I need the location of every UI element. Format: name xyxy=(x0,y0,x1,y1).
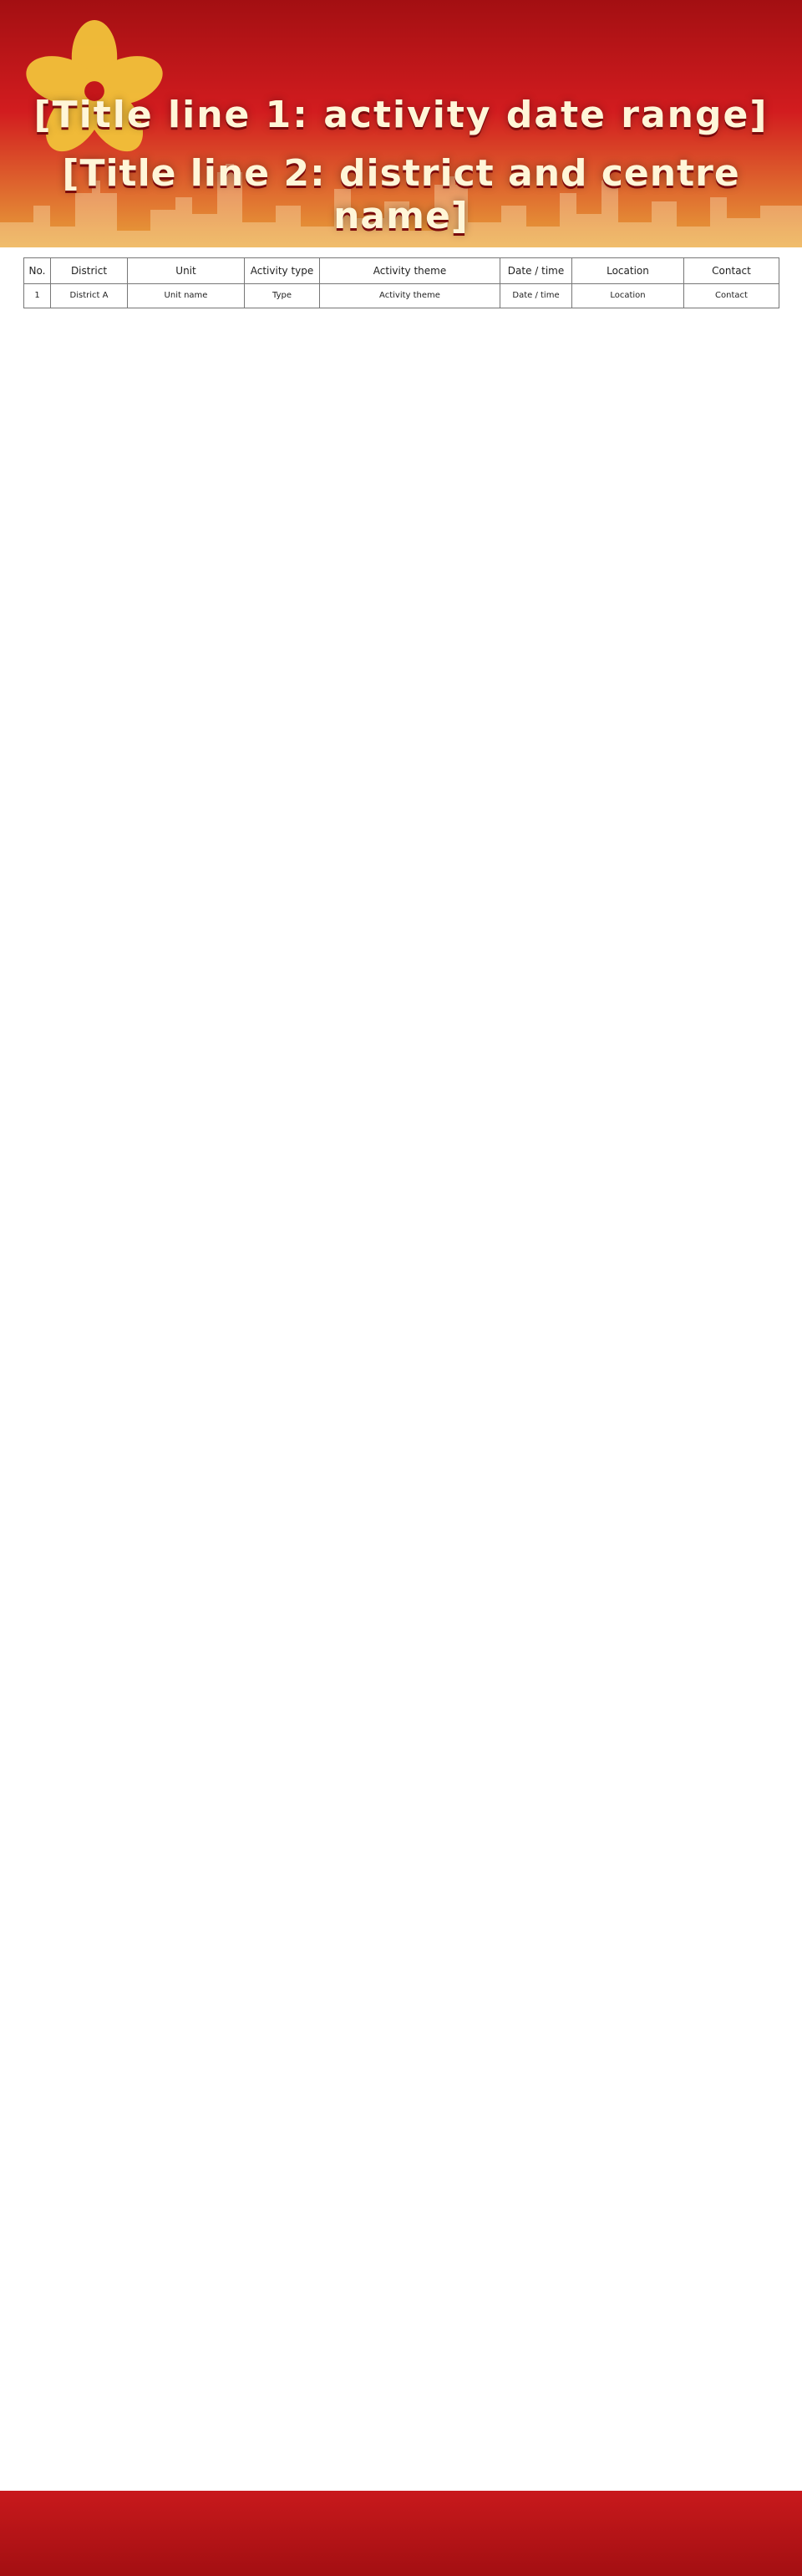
table-row xyxy=(24,284,779,308)
col-header-location: Location xyxy=(572,258,684,284)
header-banner xyxy=(0,0,802,247)
activity-schedule-table xyxy=(23,257,779,308)
cell-activity-type: Type xyxy=(245,284,320,308)
title-date-range: [Title line 1: activity date range] xyxy=(33,94,769,136)
col-header-unit: Unit xyxy=(128,258,245,284)
cell-contact: Contact xyxy=(684,284,779,308)
cell-no: 1 xyxy=(24,284,51,308)
cell-district: District A xyxy=(51,284,128,308)
col-header-activity-theme: Activity theme xyxy=(320,258,500,284)
col-header-activity-time: Date / time xyxy=(500,258,572,284)
title-centre-name: [Title line 2: district and centre name] xyxy=(62,152,740,237)
col-header-no: No. xyxy=(24,258,51,284)
col-header-activity-type: Activity type xyxy=(245,258,320,284)
footer-band xyxy=(0,2491,802,2576)
cell-location: Location xyxy=(572,284,684,308)
cell-activity-theme: Activity theme xyxy=(320,284,500,308)
col-header-contact: Contact xyxy=(684,258,779,284)
table-header-row xyxy=(24,258,779,284)
col-header-district: District xyxy=(51,258,128,284)
cell-unit: Unit name xyxy=(128,284,245,308)
bauhinia-flower-icon xyxy=(23,20,165,162)
cell-activity-time: Date / time xyxy=(500,284,572,308)
